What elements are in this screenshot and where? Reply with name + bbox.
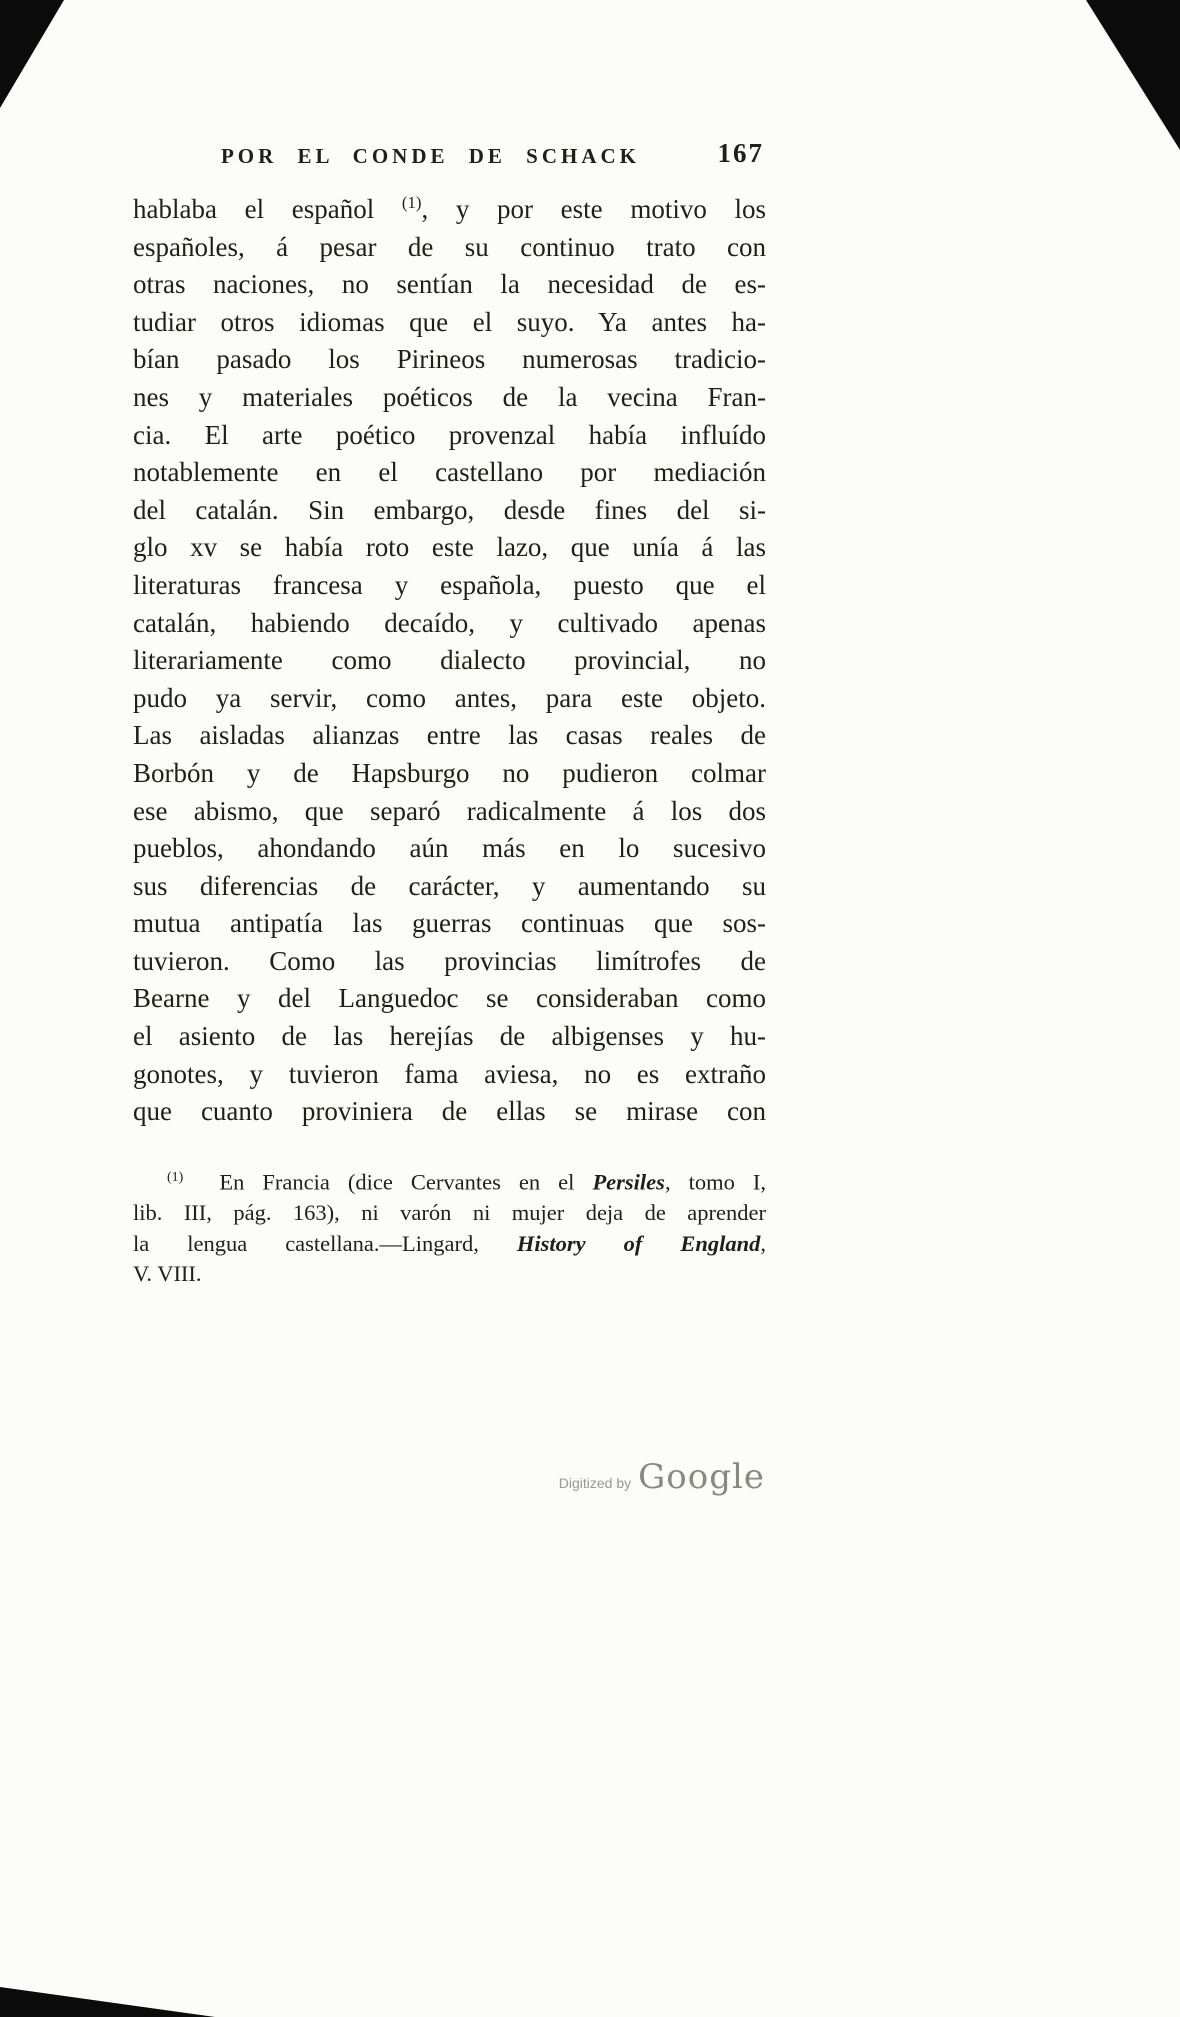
body-text-line: pudo ya servir, como antes, para este objeto. — [133, 682, 766, 713]
body-text-line: del catalán. Sin embargo, desde fines del si- — [133, 494, 766, 525]
body-text-block — [133, 184, 766, 1131]
body-text-line: hablaba el español $^{(1)}$, y por este motivo los — [133, 193, 766, 224]
body-text-line: cia. El arte poético provenzal había influído — [133, 419, 766, 450]
running-header-title: POR EL CONDE DE SCHACK — [220, 144, 641, 168]
body-text-line: gonotes, y tuvieron fama aviesa, no es extraño — [133, 1058, 766, 1089]
digitized-by-label: Digitized by — [558, 1475, 632, 1491]
body-text-line: glo xv se había roto este lazo, que unía á las — [133, 532, 766, 563]
footnote-block — [133, 1163, 766, 1290]
body-text-line: literaturas francesa y española, puesto que el — [133, 569, 766, 600]
body-text-line: bían pasado los Pirineos numerosas tradicio- — [133, 344, 766, 375]
scan-artifact-top-right — [1086, 0, 1180, 150]
body-text-line: notablemente en el castellano por mediación — [133, 457, 766, 488]
footnote-line: V. VIII. — [133, 1261, 202, 1287]
body-text-line: el asiento de las herejías de albigenses y hu- — [133, 1021, 766, 1052]
footnote-line: lib. III, pág. 163), ni varón ni mujer deja de aprender — [133, 1200, 766, 1226]
running-header — [133, 136, 766, 178]
body-text-line: tuvieron. Como las provincias limítrofes de — [133, 945, 766, 976]
page-number: 167 — [717, 138, 764, 168]
footnote-line: $^{(1)}$ En Francia (dice Cervantes en el Persiles, tomo I, — [167, 1169, 767, 1195]
body-text-line: españoles, á pesar de su continuo trato con — [133, 231, 766, 262]
body-text-line: nes y materiales poéticos de la vecina Fran- — [133, 381, 766, 412]
body-text-line: tudiar otros idiomas que el suyo. Ya antes ha- — [133, 306, 766, 337]
body-text-line: sus diferencias de carácter, y aumentando su — [133, 870, 766, 901]
body-text-line: literariamente como dialecto provincial, no — [133, 645, 766, 676]
body-text-line: que cuanto proviniera de ellas se mirase con — [133, 1096, 766, 1127]
body-text-line: Bearne y del Languedoc se consideraban como — [133, 983, 766, 1014]
google-logo: Google — [638, 1457, 765, 1497]
body-text-line: Las aisladas alianzas entre las casas reales de — [133, 720, 766, 751]
body-text-line: mutua antipatía las guerras continuas que sos- — [133, 908, 766, 939]
body-text-line: pueblos, ahondando aún más en lo sucesivo — [133, 833, 766, 864]
body-text-line: otras naciones, no sentían la necesidad de es- — [133, 269, 766, 300]
body-text-line: ese abismo, que separó radicalmente á los dos — [133, 795, 766, 826]
body-text-line: Borbón y de Hapsburgo no pudieron colmar — [133, 757, 766, 788]
body-text-line: catalán, habiendo decaído, y cultivado apenas — [133, 607, 766, 638]
scan-artifact-top-left — [0, 0, 64, 108]
digitized-by-watermark — [559, 1457, 765, 1497]
footnote-line: la lengua castellana.—Lingard, History of England, — [133, 1230, 766, 1256]
scan-artifact-bottom-left — [0, 1987, 215, 2017]
